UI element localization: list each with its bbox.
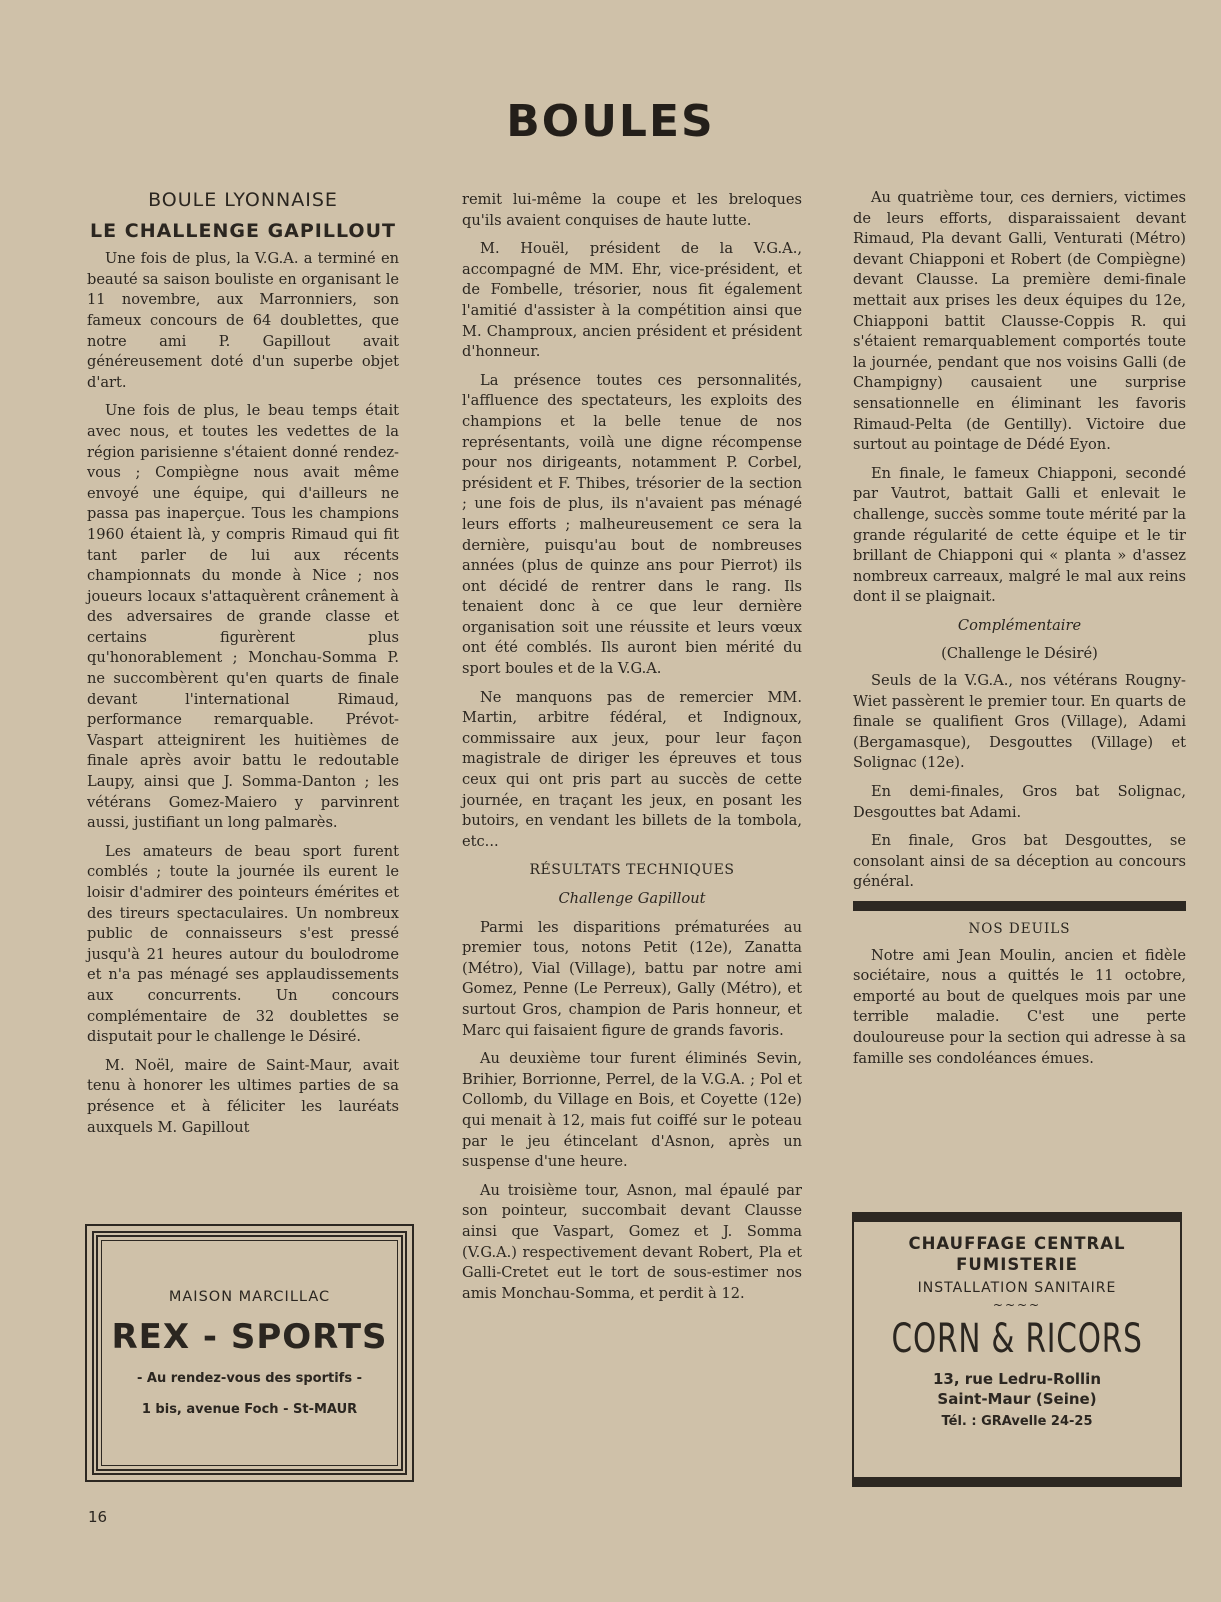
section-divider — [853, 901, 1186, 911]
paragraph: Les amateurs de beau sport furent comblés ; toute la journée ils eurent le loisir d'admirer des pointeurs émérites et des tireurs spectaculaires. Un nombreux public de connaisseurs s'est pressé jusqu'à 21 heures autour du boulodrome et n'a pas ménagé ses applaudissements aux concurrents. Un concours complémentaire de 32 doublettes se disputait pour le challenge le Désiré. — [87, 842, 399, 1046]
paragraph: En finale, le fameux Chiapponi, secondé par Vautrot, battait Galli et enlevait le challenge, succès somme toute mérité par la grande régularité de cette équipe et le tir brillant de Chiapponi qui « planta » d'assez nombreux carreaux, malgré le mal aux reins dont il se plaignait. — [853, 464, 1186, 606]
paragraph: Parmi les disparitions prématurées au premier tous, notons Petit (12e), Zanatta (Métro), Vial (Village), battu par notre ami Gomez, Penne (Le Perreux), Gally (Métro), et surtout Gros, champion de Paris honneur, et Marc qui faisaient figure de grands favoris. — [462, 918, 802, 1039]
column-2 — [462, 190, 802, 1312]
ad-address: 1 bis, avenue Foch - St-MAUR — [141, 1402, 358, 1417]
complementaire-heading: Complémentaire — [957, 616, 1082, 634]
paragraph: Une fois de plus, la V.G.A. a terminé en beauté sa saison bouliste en organisant le 11 novembre, aux Marronniers, son fameux concours de 64 doublettes, que notre ami P. Gapillout avait généreusement doté d'un superbe objet d'art. — [87, 250, 399, 391]
paragraph: La présence toutes ces personnalités, l'affluence des spectateurs, les exploits des champions et la belle tenue de nos représentants, voilà une digne récompense pour nos dirigeants, notamment P. Corbel, président et F. Thibes, trésorier de la section ; une fois de plus, ils n'avaient pas ménagé leurs efforts ; malheureusement ce sera la dernière, puisqu'au bout de nombreuses années (plus de quinze ans pour Pierrot) ils ont décidé de rentrer dans le rang. Ils tenaient donc à ce que leur dernière organisation soit une réussite et leurs vœux ont été comblés. Ils auront bien mérité du sport boules et de la V.G.A. — [462, 371, 802, 678]
paragraph: En demi-finales, Gros bat Solignac, Desgouttes bat Adami. — [853, 783, 1186, 821]
challenge-heading: Challenge Gapillout — [558, 890, 706, 907]
page-title: BOULES — [506, 96, 715, 147]
column-3 — [853, 188, 1186, 1077]
ad-phone: Tél. : GRAvelle 24-25 — [941, 1414, 1093, 1429]
challenge-desire-heading: (Challenge le Désiré) — [941, 645, 1098, 663]
ornament-icon: ~~~~ — [992, 1298, 1042, 1312]
paragraph: Au deuxième tour furent éliminés Sevin, Brihier, Borrionne, Perrel, de la V.G.A. ; Pol et Collomb, du Village en Bois, et Coyette (12e) qui menait à 12, mais fut coiffé sur le poteau par le jeu étincelant d'Asnon, après un suspense d'une heure. — [462, 1050, 802, 1171]
paragraph: Au quatrième tour, ces derniers, victimes de leurs efforts, disparaissaient devant Rimaud, Pla devant Galli, Venturati (Métro) devant Chiapponi et Robert (de Compiègne) devant Clausse. La première demi-finale mettait aux prises les deux équipes du 12e, Chiapponi battit Clausse-Coppis R. qui s'étaient remarquablement comportés toute la journée, pendant que nos voisins Galli (de Champigny) causaient une surprise sensationnelle en éliminant les favoris Rimaud-Pelta (de Gentilly). Victoire due surtout au pointage de Dédé Eyon. — [853, 189, 1186, 454]
column-1 — [87, 188, 399, 1146]
ad-address: 13, rue Ledru-Rollin — [933, 1370, 1101, 1388]
ad-brand-name: REX - SPORTS — [111, 1317, 388, 1357]
section-title: BOULE LYONNAISE — [148, 189, 338, 211]
article-title: LE CHALLENGE GAPILLOUT — [90, 219, 396, 242]
page-number: 16 — [88, 1508, 108, 1526]
ad-maison: MAISON MARCILLAC — [168, 1289, 331, 1305]
ad-tagline: - Au rendez-vous des sportifs - — [136, 1371, 362, 1386]
paragraph: M. Houël, président de la V.G.A., accompagné de MM. Ehr, vice-président, et de Fombelle, trésorier, nous fit également l'amitié d'assister à la compétition ainsi que M. Champroux, ancien président et président d'honneur. — [462, 240, 802, 361]
ad-city: Saint-Maur (Seine) — [937, 1390, 1097, 1408]
deuils-heading: NOS DEUILS — [968, 921, 1071, 937]
paragraph: Ne manquons pas de remercier MM. Martin, arbitre fédéral, et Indignoux, commissaire aux jeux, pour leur façon magistrale de diriger les épreuves et tous ceux qui ont pris part au succès de cette journée, en traçant les jeux, en posant les butoirs, en vendant les billets de la tombola, etc... — [462, 688, 802, 850]
ad-line: INSTALLATION SANITAIRE — [917, 1280, 1117, 1296]
paragraph: Au troisième tour, Asnon, mal épaulé par son pointeur, succombait devant Clausse ainsi que Vaspart, Gomez et J. Somma (V.G.A.) respectivement devant Robert, Pla et Galli-Cretet eut le tort de sous-estimer nos amis Monchau-Somma, et perdit à 12. — [462, 1181, 802, 1302]
results-heading: RÉSULTATS TECHNIQUES — [529, 862, 735, 879]
ad-line: FUMISTERIE — [956, 1255, 1078, 1274]
paragraph: remit lui-même la coupe et les breloques qu'ils avaient conquises de haute lutte. — [462, 191, 802, 229]
paragraph: Une fois de plus, le beau temps était avec nous, et toutes les vedettes de la région parisienne s'étaient donné rendez-vous ; Compiègne nous avait même envoyé une équipe, qui d'ailleurs ne passa pas inaperçue. Tous les champions 1960 étaient là, y compris Rimaud qui fit tant parler de lui aux récents championnats du monde à Nice ; nos joueurs locaux s'attaquèrent crânement à des adversaires de grande classe et certains figurèrent plus qu'honorablement ; Monchau-Somma P. ne succombèrent qu'en quarts de finale devant l'international Rimaud, performance remarquable. Prévot-Vaspart atteignirent les huitièmes de finale après avoir battu le redoutable Laupy, ainsi que J. Somma-Danton ; les vétérans Gomez-Maiero y parvinrent aussi, justifiant un long palmarès. — [87, 402, 399, 832]
advertisement-rex-sports — [85, 1224, 414, 1482]
ad-brand-name: CORN & RICORS — [891, 1316, 1143, 1362]
paragraph: M. Noël, maire de Saint-Maur, avait tenu à honorer les ultimes parties de sa présence et à féliciter les lauréats auxquels M. Gapillout — [87, 1056, 399, 1136]
advertisement-corn-ricors — [852, 1212, 1182, 1487]
paragraph: Seuls de la V.G.A., nos vétérans Rougny-Wiet passèrent le premier tour. En quarts de finale se qualifient Gros (Village), Adami (Bergamasque), Desgouttes (Village) et Solignac (12e). — [853, 672, 1186, 772]
paragraph: Notre ami Jean Moulin, ancien et fidèle sociétaire, nous a quittés le 11 octobre, emporté au bout de quelques mois par une terrible maladie. C'est une perte douloureuse pour la section qui adresse à sa famille ses condoléances émues. — [853, 946, 1186, 1067]
ad-line: CHAUFFAGE CENTRAL — [908, 1234, 1126, 1253]
paragraph: En finale, Gros bat Desgouttes, se consolant ainsi de sa déception au concours général. — [853, 832, 1186, 891]
